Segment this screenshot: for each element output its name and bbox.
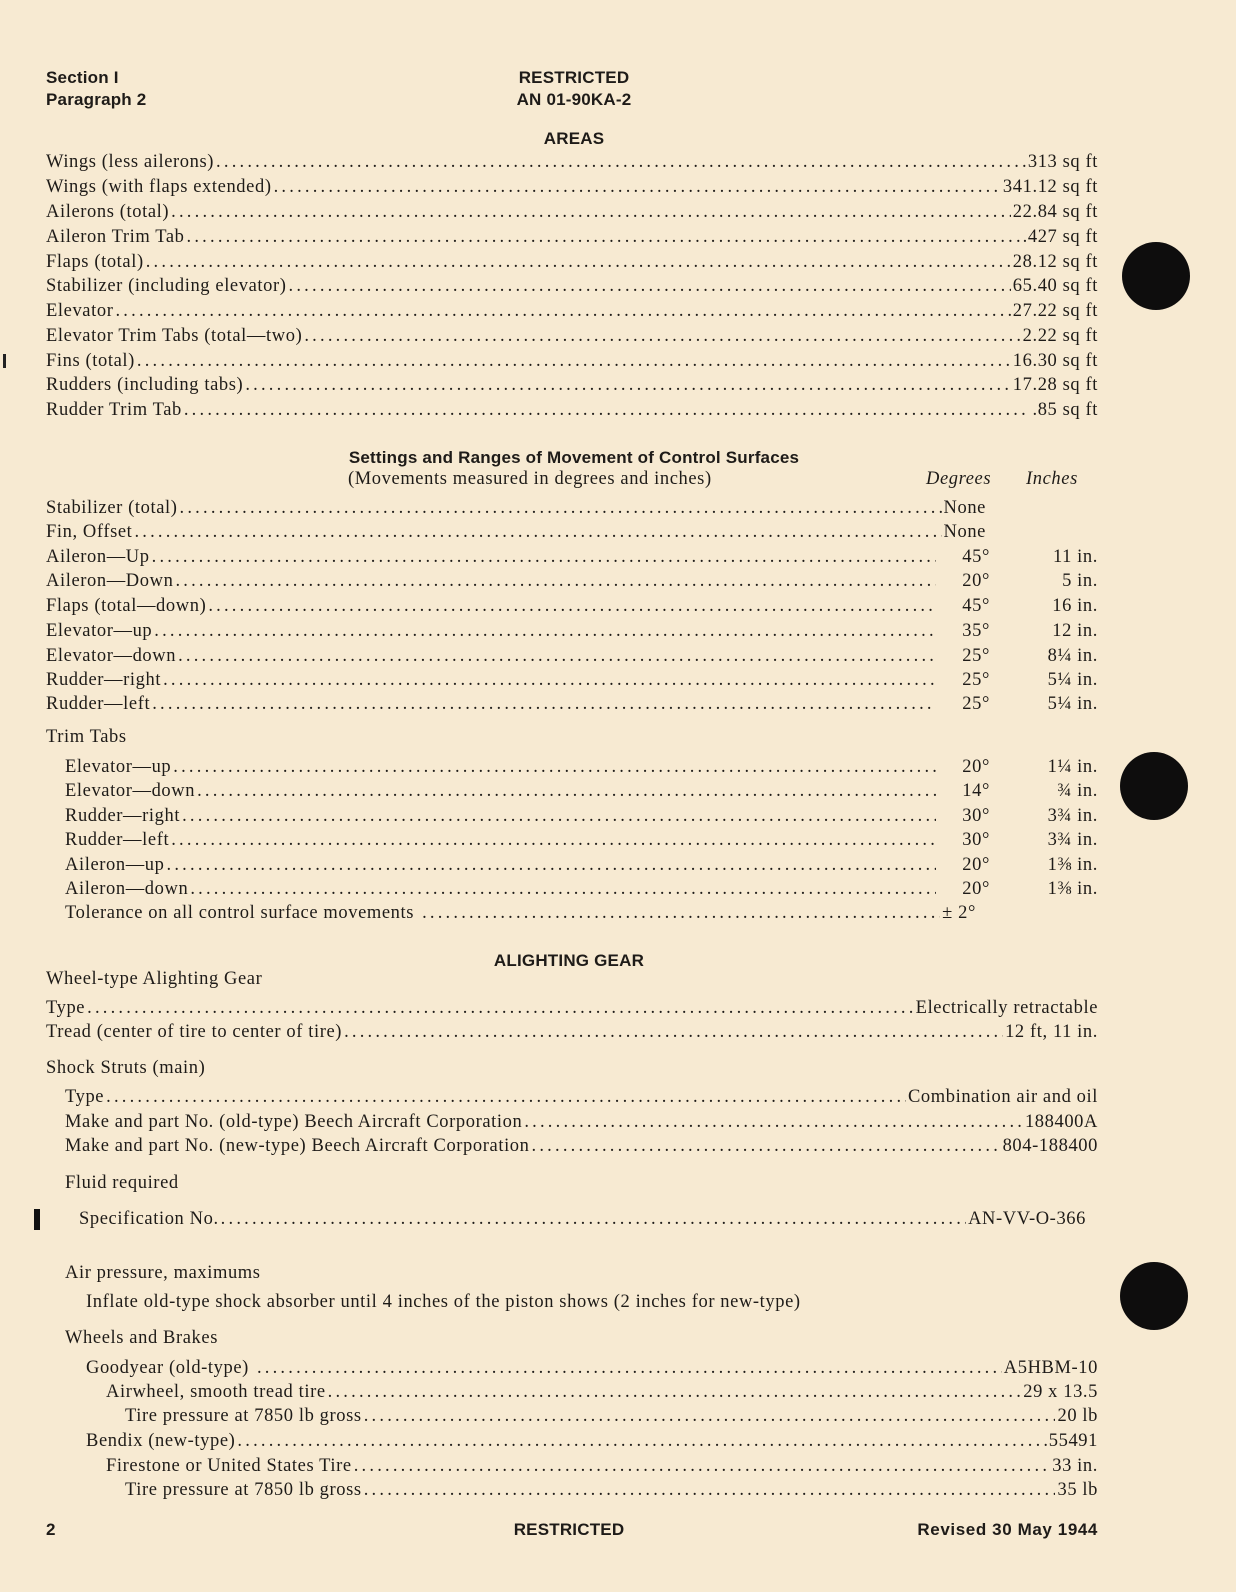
leader-dots bbox=[208, 596, 936, 617]
leader-dots bbox=[532, 1136, 1001, 1157]
row-label: Type bbox=[65, 1087, 105, 1107]
row-value: 20 lb bbox=[1057, 1406, 1098, 1426]
row-label: Goodyear (old-type) bbox=[86, 1358, 249, 1378]
trim-tab-row bbox=[65, 879, 1098, 903]
areas-row bbox=[46, 351, 1098, 375]
row-label: Elevator—down bbox=[46, 646, 177, 666]
degrees-value: 25° bbox=[962, 646, 990, 666]
row-label: Aileron Trim Tab bbox=[46, 227, 185, 247]
degrees-value: 45° bbox=[962, 596, 990, 616]
leader-dots bbox=[524, 1112, 1023, 1133]
leader-dots bbox=[304, 326, 1020, 347]
control-surfaces-subtitle: (Movements measured in degrees and inches) bbox=[348, 469, 712, 489]
shock-struts-heading: Shock Struts (main) bbox=[46, 1058, 206, 1078]
row-value: 27.22 sq ft bbox=[1012, 301, 1098, 321]
punch-hole-bottom bbox=[1120, 1262, 1188, 1330]
row-label: Tolerance on all control surface movements bbox=[65, 903, 415, 923]
trim-tab-row bbox=[65, 781, 1098, 805]
leader-dots bbox=[187, 227, 1021, 248]
leader-dots bbox=[182, 806, 936, 827]
row-value: 28.12 sq ft bbox=[1012, 252, 1098, 272]
row-label: Bendix (new-type) bbox=[86, 1431, 236, 1451]
footer-classification: RESTRICTED bbox=[513, 1520, 625, 1539]
row-value: 35 lb bbox=[1057, 1480, 1098, 1500]
degrees-value: 20° bbox=[962, 757, 990, 777]
leader-dots bbox=[178, 646, 936, 667]
degrees-value: 20° bbox=[962, 571, 990, 591]
airwheel-row bbox=[106, 1382, 1098, 1406]
leader-dots bbox=[364, 1406, 1056, 1427]
specification-row bbox=[79, 1209, 1086, 1233]
leader-dots bbox=[190, 879, 936, 900]
row-value: .427 sq ft bbox=[1022, 227, 1098, 247]
row-label: Firestone or United States Tire bbox=[106, 1456, 352, 1476]
leader-dots bbox=[216, 152, 1026, 173]
air-pressure-instruction: Inflate old-type shock absorber until 4 inches of the piston shows (2 inches for new-type) bbox=[86, 1292, 801, 1312]
areas-row bbox=[46, 177, 1098, 201]
row-label: Rudders (including tabs) bbox=[46, 375, 244, 395]
row-value: 65.40 sq ft bbox=[1012, 276, 1098, 296]
row-value: 12 ft, 11 in. bbox=[1005, 1022, 1098, 1042]
leader-dots bbox=[167, 855, 936, 876]
row-value: 313 sq ft bbox=[1027, 152, 1098, 172]
leader-dots bbox=[197, 781, 936, 802]
control-row bbox=[46, 596, 1098, 620]
gear-type-row bbox=[46, 998, 1098, 1022]
row-label: Elevator—up bbox=[65, 757, 172, 777]
page-number: 2 bbox=[46, 1520, 56, 1539]
fluid-required-heading: Fluid required bbox=[65, 1173, 179, 1193]
row-value: 17.28 sq ft bbox=[1012, 375, 1098, 395]
degrees-value: 30° bbox=[962, 806, 990, 826]
row-value: 16.30 sq ft bbox=[1012, 351, 1098, 371]
row-label: Flaps (total—down) bbox=[46, 596, 207, 616]
degrees-value: 35° bbox=[962, 621, 990, 641]
row-value: 29 x 13.5 bbox=[1023, 1382, 1098, 1402]
row-label: Rudder—right bbox=[65, 806, 181, 826]
inches-value: 5 in. bbox=[1062, 571, 1098, 591]
areas-row bbox=[46, 227, 1098, 251]
leader-dots bbox=[87, 998, 914, 1019]
inches-value: 3¾ in. bbox=[1047, 830, 1098, 850]
degrees-column-header: Degrees bbox=[926, 469, 992, 489]
row-label: Tire pressure at 7850 lb gross bbox=[125, 1480, 362, 1500]
leader-dots bbox=[180, 498, 942, 519]
row-label: Tread (center of tire to center of tire) bbox=[46, 1022, 343, 1042]
areas-row bbox=[46, 326, 1098, 350]
degrees-value: 20° bbox=[962, 879, 990, 899]
inches-column-header: Inches bbox=[1026, 469, 1078, 489]
leader-dots bbox=[422, 903, 940, 924]
inches-value: 5¼ in. bbox=[1047, 670, 1098, 690]
inches-value: 3¾ in. bbox=[1047, 806, 1098, 826]
section-label: Section I bbox=[46, 68, 119, 87]
old-tire-pressure-row bbox=[125, 1406, 1098, 1430]
areas-row bbox=[46, 375, 1098, 399]
inches-value: 1¼ in. bbox=[1047, 757, 1098, 777]
trim-tab-row bbox=[65, 806, 1098, 830]
row-label: Aileron—up bbox=[65, 855, 165, 875]
row-value: 188400A bbox=[1024, 1112, 1098, 1132]
degrees-value: 20° bbox=[962, 855, 990, 875]
areas-row bbox=[46, 276, 1098, 300]
trim-tabs-heading: Trim Tabs bbox=[46, 727, 127, 747]
row-value: .85 sq ft bbox=[1032, 400, 1098, 420]
row-label: Ailerons (total) bbox=[46, 202, 170, 222]
row-value: Combination air and oil bbox=[907, 1087, 1098, 1107]
degrees-value: 45° bbox=[962, 547, 990, 567]
areas-row bbox=[46, 202, 1098, 226]
row-value: AN-VV-O-366 bbox=[968, 1209, 1086, 1229]
wheels-brakes-heading: Wheels and Brakes bbox=[65, 1328, 219, 1348]
trim-tab-row bbox=[65, 830, 1098, 854]
air-pressure-heading: Air pressure, maximums bbox=[65, 1263, 261, 1283]
leader-dots bbox=[115, 301, 1010, 322]
row-value: 2.22 sq ft bbox=[1022, 326, 1098, 346]
row-label: Aileron—down bbox=[65, 879, 189, 899]
row-value: A5HBM-10 bbox=[1003, 1358, 1098, 1378]
control-row bbox=[46, 522, 986, 546]
strut-type-row bbox=[65, 1087, 1098, 1111]
leader-dots bbox=[173, 757, 936, 778]
row-label: Elevator—up bbox=[46, 621, 153, 641]
inches-value: ¾ in. bbox=[1057, 781, 1098, 801]
document-header bbox=[0, 67, 1148, 111]
punch-hole-top bbox=[1122, 242, 1190, 310]
leader-dots bbox=[154, 621, 936, 642]
degrees-value: None bbox=[943, 498, 986, 518]
trim-tab-row bbox=[65, 855, 1098, 879]
degrees-value: 25° bbox=[962, 670, 990, 690]
row-label: Stabilizer (including elevator) bbox=[46, 276, 287, 296]
leader-dots bbox=[257, 1358, 1002, 1379]
leader-dots bbox=[106, 1087, 906, 1108]
row-label: Make and part No. (old-type) Beech Aircraft Corporation bbox=[65, 1112, 523, 1132]
areas-row bbox=[46, 252, 1098, 276]
leader-dots bbox=[354, 1456, 1051, 1477]
leader-dots bbox=[146, 252, 1011, 273]
leader-dots bbox=[152, 547, 936, 568]
degrees-value: None bbox=[943, 522, 986, 542]
control-row bbox=[46, 670, 1098, 694]
row-label: Fin, Offset bbox=[46, 522, 133, 542]
control-row bbox=[46, 621, 1098, 645]
change-bar bbox=[34, 1209, 40, 1230]
inches-value: 5¼ in. bbox=[1047, 694, 1098, 714]
inches-value: 1⅜ in. bbox=[1047, 879, 1098, 899]
goodyear-row bbox=[86, 1358, 1098, 1382]
areas-row bbox=[46, 152, 1098, 176]
leader-dots bbox=[152, 694, 936, 715]
leader-dots bbox=[171, 830, 936, 851]
leader-dots bbox=[163, 670, 936, 691]
degrees-value: 14° bbox=[962, 781, 990, 801]
leader-dots bbox=[184, 400, 1031, 421]
leader-dots bbox=[274, 177, 1001, 198]
row-value: 55491 bbox=[1048, 1431, 1098, 1451]
new-tire-pressure-row bbox=[125, 1480, 1098, 1504]
row-label: Rudder—left bbox=[46, 694, 151, 714]
leader-dots bbox=[328, 1382, 1022, 1403]
tolerance-row bbox=[65, 903, 976, 927]
trim-tab-row bbox=[65, 757, 1098, 781]
tread-row bbox=[46, 1022, 1098, 1046]
leader-dots bbox=[289, 276, 1011, 297]
firestone-row bbox=[106, 1456, 1098, 1480]
punch-hole-middle bbox=[1120, 752, 1188, 820]
areas-row bbox=[46, 400, 1098, 424]
row-label: Fins (total) bbox=[46, 351, 135, 371]
leader-dots bbox=[137, 351, 1011, 372]
row-label: Airwheel, smooth tread tire bbox=[106, 1382, 326, 1402]
control-row bbox=[46, 571, 1098, 595]
margin-mark bbox=[3, 354, 6, 368]
leader-dots bbox=[175, 571, 936, 592]
leader-dots bbox=[221, 1209, 966, 1230]
leader-dots bbox=[364, 1480, 1056, 1501]
control-row bbox=[46, 547, 1098, 571]
strut-new-part-row bbox=[65, 1136, 1098, 1160]
leader-dots bbox=[245, 375, 1010, 396]
document-number: AN 01-90KA-2 bbox=[516, 90, 632, 109]
leader-dots bbox=[134, 522, 941, 543]
alighting-gear-title: ALIGHTING GEAR bbox=[493, 951, 645, 970]
row-label: Flaps (total) bbox=[46, 252, 144, 272]
row-label: Rudder—right bbox=[46, 670, 162, 690]
strut-old-part-row bbox=[65, 1112, 1098, 1136]
classification-label: RESTRICTED bbox=[518, 68, 630, 87]
paragraph-label: Paragraph 2 bbox=[46, 90, 147, 109]
inches-value: 16 in. bbox=[1052, 596, 1098, 616]
row-label: Elevator Trim Tabs (total—two) bbox=[46, 326, 303, 346]
row-label: Wings (with flaps extended) bbox=[46, 177, 272, 197]
row-value: 33 in. bbox=[1052, 1456, 1098, 1476]
row-value: Electrically retractable bbox=[915, 998, 1098, 1018]
row-label: Make and part No. (new-type) Beech Aircraft Corporation bbox=[65, 1136, 530, 1156]
tolerance-value: ± 2° bbox=[942, 903, 976, 923]
bendix-row bbox=[86, 1431, 1098, 1455]
row-label: Tire pressure at 7850 lb gross bbox=[125, 1406, 362, 1426]
row-label: Elevator—down bbox=[65, 781, 196, 801]
row-label: Type bbox=[46, 998, 86, 1018]
leader-dots bbox=[344, 1022, 1003, 1043]
leader-dots bbox=[171, 202, 1011, 223]
row-label: Aileron—Up bbox=[46, 547, 150, 567]
areas-row bbox=[46, 301, 1098, 325]
control-row bbox=[46, 646, 1098, 670]
row-label: Rudder Trim Tab bbox=[46, 400, 182, 420]
row-label: Specification No. bbox=[79, 1209, 219, 1229]
wheel-type-heading: Wheel-type Alighting Gear bbox=[46, 969, 263, 989]
inches-value: 11 in. bbox=[1052, 547, 1098, 567]
row-label: Stabilizer (total) bbox=[46, 498, 178, 518]
inches-value: 1⅜ in. bbox=[1047, 855, 1098, 875]
control-row bbox=[46, 694, 1098, 718]
areas-title: AREAS bbox=[543, 129, 605, 148]
degrees-value: 30° bbox=[962, 830, 990, 850]
row-value: 22.84 sq ft bbox=[1012, 202, 1098, 222]
leader-dots bbox=[237, 1431, 1046, 1452]
row-value: 341.12 sq ft bbox=[1002, 177, 1098, 197]
row-value: 804-188400 bbox=[1002, 1136, 1098, 1156]
control-surfaces-title: Settings and Ranges of Movement of Control Surfaces bbox=[348, 448, 800, 467]
row-label: Wings (less ailerons) bbox=[46, 152, 215, 172]
degrees-value: 25° bbox=[962, 694, 990, 714]
row-label: Aileron—Down bbox=[46, 571, 174, 591]
control-row bbox=[46, 498, 986, 522]
row-label: Rudder—left bbox=[65, 830, 170, 850]
inches-value: 8¼ in. bbox=[1047, 646, 1098, 666]
row-label: Elevator bbox=[46, 301, 114, 321]
inches-value: 12 in. bbox=[1052, 621, 1098, 641]
revision-date: Revised 30 May 1944 bbox=[917, 1520, 1098, 1539]
